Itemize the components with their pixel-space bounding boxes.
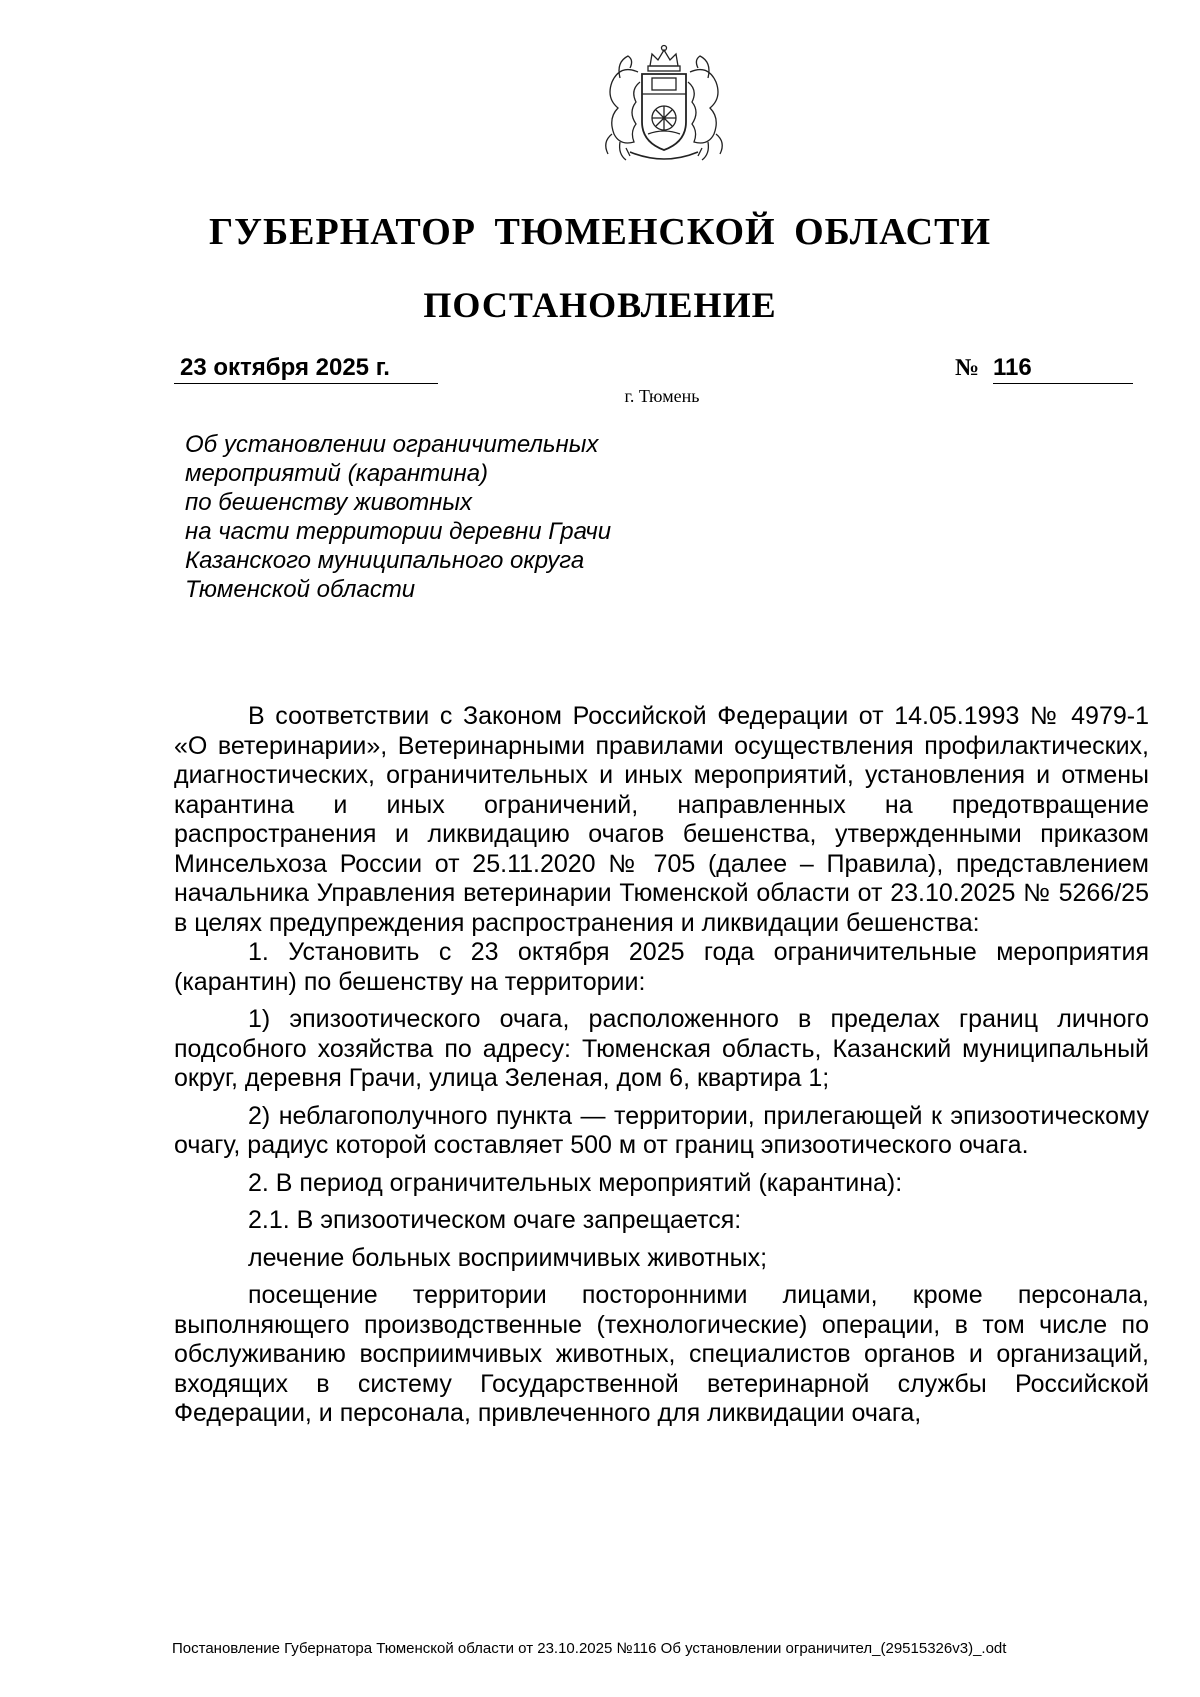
- file-footer: Постановление Губернатора Тюменской области от 23.10.2025 №116 Об установлении ограничител_(29515326v3)_.odt: [172, 1640, 1007, 1657]
- coat-of-arms-icon: [590, 42, 738, 164]
- subject-line: мероприятий (карантина): [185, 460, 489, 487]
- clause-1-1: 1) эпизоотического очага, расположенного в пределах границ личного подсобного хозяйства по адресу: Тюменская область, Казанский муниципальный округ, деревня Грачи, улица Зеленая, дом 6, квартира 1;: [174, 1005, 1149, 1092]
- subject-line: Казанского муниципального округа: [185, 547, 585, 574]
- document-type: ПОСТАНОВЛЕНИЕ: [423, 285, 777, 325]
- clause-2-1-item: посещение территории посторонними лицами, кроме персонала, выполняющего производственные (технологические) операции, в том числе по обслуживанию восприимчивых животных, специалистов органов и организаций, входящих в систему Государственной ветеринарной службы Российской Федерации, и персонала, привлеченного для ликвидации очага,: [174, 1281, 1149, 1427]
- document-body: [174, 702, 1149, 1429]
- document-date: 23 октября 2025 г.: [174, 353, 438, 384]
- document-subject: [185, 430, 705, 604]
- clause-2-1-item: лечение больных восприимчивых животных;: [248, 1243, 768, 1272]
- issuing-authority: ГУБЕРНАТОР ТЮМЕНСКОЙ ОБЛАСТИ: [208, 211, 992, 253]
- city: г. Тюмень: [624, 386, 700, 406]
- preamble-paragraph: В соответствии с Законом Российской Федерации от 14.05.1993 № 4979-1 «О ветеринарии», Ветеринарными правилами осуществления профилактических, диагностических, ограничительных и иных мероприятий, установления и отмены карантина и иных ограничений, направленных на предотвращение распространения и ликвидацию очагов бешенства, утвержденными приказом Минсельхоза России от 25.11.2020 № 705 (далее – Правила), представлением начальника Управления ветеринарии Тюменской области от 23.10.2025 № 5266/25 в целях предупреждения распространения и ликвидации бешенства:: [174, 702, 1149, 937]
- document-number: 116: [993, 353, 1133, 384]
- clause-2-1: 2.1. В эпизоотическом очаге запрещается:: [248, 1206, 742, 1234]
- subject-line: Тюменской области: [185, 576, 416, 603]
- clause-1: 1. Установить с 23 октября 2025 года ограничительные мероприятия (карантин) по бешенству на территории:: [174, 938, 1149, 996]
- clause-2: 2. В период ограничительных мероприятий (карантина):: [248, 1168, 903, 1197]
- subject-line: по бешенству животных: [185, 489, 473, 516]
- number-sign: №: [955, 355, 980, 381]
- clause-1-2: 2) неблагополучного пункта — территории, прилегающей к эпизоотическому очагу, радиус которой составляет 500 м от границ эпизоотического очага.: [174, 1101, 1149, 1159]
- subject-line: Об установлении ограничительных: [185, 431, 599, 458]
- subject-line: на части территории деревни Грачи: [185, 518, 612, 545]
